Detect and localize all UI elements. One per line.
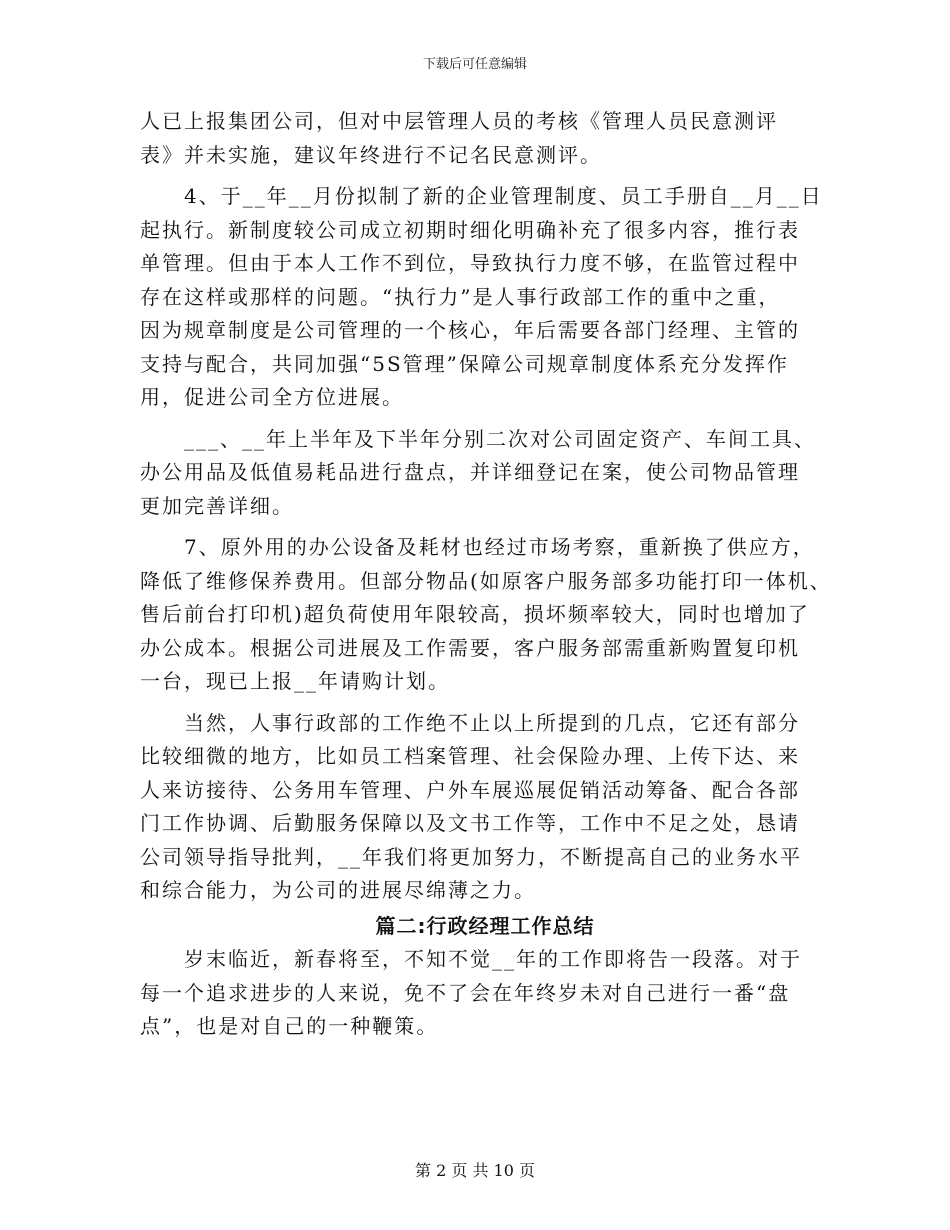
paragraph-6 (140, 943, 830, 1044)
text-line: 岁末临近，新春将至，不知不觉__年的工作即将告一段落。对于 (184, 947, 802, 971)
text-line: 每一个追求进步的人来说，免不了会在年终岁未对自己进行一番“盘 (140, 980, 791, 1005)
text-line: 人来访接待、公务用车管理、户外车展巡展促销活动筹备、配合各部 (140, 777, 800, 802)
text-line: 一台，现已上报__年请购计划。 (140, 669, 450, 693)
paragraph-4 (140, 531, 830, 699)
text-line: 用，促进公司全方位进展。 (140, 385, 404, 409)
paragraph-3 (140, 423, 830, 524)
text-line: 表》并未实施，建议年终进行不记名民意测评。 (140, 142, 602, 167)
text-line: 7、原外用的办公设备及耗材也经过市场考察，重新换了供应方， (184, 535, 815, 559)
text-line: 起执行。新制度较公司成立初期时细化明确补充了很多内容，推行表 (140, 217, 800, 242)
paragraph-2 (140, 180, 830, 415)
text-line: 因为规章制度是公司管理的一个核心，年后需要各部门经理、主管的 (140, 318, 800, 342)
text-line: 门工作协调、后勤服务保障以及文书工作等，工作中不足之处，恳请 (140, 811, 800, 835)
text-line: 降低了维修保养费用。但部分物品(如原客户服务部多功能打印一体机、 (140, 568, 832, 593)
paragraph-1 (140, 105, 830, 172)
paragraph-5 (140, 707, 830, 908)
text-line: ___、__年上半年及下半年分别二次对公司固定资产、车间工具、 (184, 426, 816, 451)
text-line: 公司领导指导批判，__年我们将更加努力，不断提高自己的业务水平 (140, 844, 802, 869)
text-line: 办公成本。根据公司进展及工作需要，客户服务部需重新购置复印机 (140, 635, 800, 660)
text-line: 点”，也是对自己的一种鞭策。 (140, 1014, 439, 1038)
page-header: 下载后可任意编辑 (422, 57, 527, 72)
text-line: 存在这样或那样的问题。“执行力”是人事行政部工作的重中之重， (140, 284, 781, 309)
page-footer: 第 2 页 共 10 页 (415, 1161, 535, 1180)
text-line: 比较细微的地方，比如员工档案管理、社会保险办理、上传下达、来 (140, 744, 800, 768)
text-line: 人已上报集团公司，但对中层管理人员的考核《管理人员民意测评 (140, 109, 778, 133)
text-line: 更加完善详细。 (140, 493, 294, 518)
text-line: 售后前台打印机)超负荷使用年限较高，损坏频率较大，同时也增加了 (140, 602, 810, 626)
document-body (140, 105, 830, 1044)
text-line: 和综合能力，为公司的进展尽绵薄之力。 (140, 878, 536, 902)
section-heading: 篇二:行政经理工作总结 (375, 913, 595, 938)
text-line: 4、于__年__月份拟制了新的企业管理制度、员工手册自__月__日 (184, 184, 823, 208)
text-line: 支持与配合，共同加强“5S管理”保障公司规章制度体系充分发挥作 (140, 351, 789, 376)
text-line: 单管理。但由于本人工作不到位，导致执行力度不够，在监管过程中 (140, 251, 800, 275)
text-line: 当然，人事行政部的工作绝不止以上所提到的几点，它还有部分 (184, 710, 800, 735)
text-line: 办公用品及低值易耗品进行盘点，并详细登记在案，使公司物品管理 (140, 460, 800, 484)
